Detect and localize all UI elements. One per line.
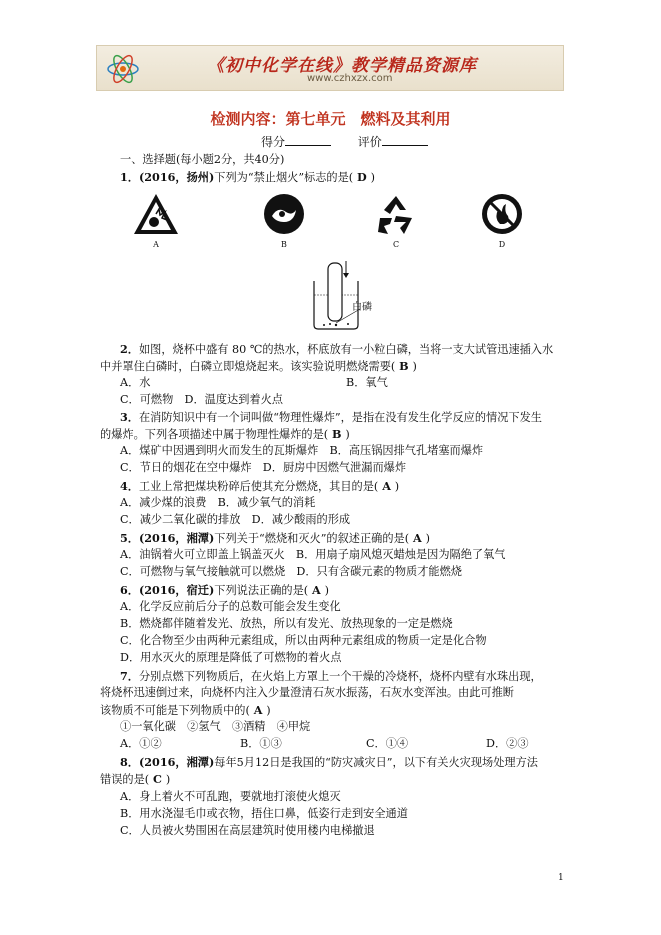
q7-option-d: D．②③ (486, 737, 529, 750)
q5-option-cd: C．可燃物与氧气接触就可以燃烧 D．只有含碳元素的物质才能燃烧 (120, 565, 462, 578)
q8-num: 8． (120, 755, 139, 769)
q5-end: ) (425, 532, 430, 545)
header-banner (96, 45, 564, 91)
sign-a-label: A (153, 240, 159, 249)
sign-b (260, 192, 308, 252)
eval-label: 评价 (357, 135, 382, 149)
q5-source: (2016，湘潭) (138, 531, 215, 545)
page-number: 1 (558, 873, 564, 883)
q7-line3: 该物质不可能是下列物质中的( (100, 704, 250, 717)
q8-end: ) (165, 773, 171, 786)
question-1 (120, 170, 375, 185)
question-8-line-2 (100, 772, 170, 787)
q2-option-cd: C．可燃物 D．温度达到着火点 (120, 393, 283, 406)
q6-source: (2016，宿迁) (138, 583, 215, 597)
question-4 (120, 479, 399, 494)
q8-line2: 错误的是( (100, 773, 150, 786)
q5-answer: A (409, 531, 426, 545)
q3-end: ) (345, 428, 350, 441)
apparatus-label: 白磷 (352, 302, 372, 313)
q2-answer: B (395, 359, 413, 373)
q4-end: ) (394, 480, 400, 493)
q6-option-a: A．化学反应前后分子的总数可能会发生变化 (120, 600, 341, 613)
q5-num: 5． (120, 531, 139, 545)
q6-option-d: D．用水灭火的原理是降低了可燃物的着火点 (120, 651, 342, 664)
banner-title: 《初中化学在线》教学精品资源库 (207, 56, 477, 76)
q2-num: 2． (120, 342, 139, 356)
q6-num: 6． (120, 583, 139, 597)
q1-answer: D (353, 170, 371, 184)
q8-option-b: B．用水浇湿毛巾或衣物，捂住口鼻，低姿行走到安全通道 (120, 807, 408, 820)
q8-option-a: A．身上着火不可乱跑，要就地打滚使火熄灭 (120, 790, 341, 803)
question-7-line-1 (120, 669, 542, 684)
q4-stem: 工业上常把煤块粉碎后使其充分燃烧，其目的是( (138, 480, 379, 493)
q1-end: ) (370, 171, 376, 184)
q3-num: 3． (120, 410, 139, 424)
q6-stem: 下列说法正确的是( (214, 584, 309, 597)
q4-option-ab: A．减少煤的浪费 B．减少氧气的消耗 (120, 496, 316, 509)
question-2-line-1 (120, 342, 553, 357)
q3-option-cd: C．节日的烟花在空中爆炸 D．厨房中因燃气泄漏而爆炸 (120, 461, 407, 474)
q7-num: 7． (120, 669, 139, 683)
q3-answer: B (328, 427, 346, 441)
atom-logo-icon (103, 50, 143, 88)
q3-line1: 在消防知识中有一个词叫做“物理性爆炸”，是指在没有发生化学反应的情况下发生 (138, 411, 542, 424)
q3-option-ab: A．煤矿中因遇到明火而发生的瓦斯爆炸 B．高压锅因排气孔堵塞而爆炸 (120, 444, 484, 457)
q2-line2: 中并罩住白磷时，白磷立即熄烧起来。该实验说明燃烧需要( (100, 360, 396, 373)
question-3-line-1 (120, 410, 542, 425)
q1-num: 1． (120, 170, 139, 184)
q8-line1: 每年5月12日是我国的“防灾减灾日”，以下有关火灾现场处理方法 (214, 756, 538, 769)
question-7-line-3 (100, 703, 271, 718)
sign-d-label: D (498, 240, 506, 249)
sign-c-label: C (392, 240, 400, 249)
q1-source: (2016，扬州) (138, 170, 215, 184)
question-2-line-2 (100, 359, 417, 374)
q7-answer: A (249, 703, 267, 717)
recycle-icon (372, 192, 420, 238)
q2-option-b: B．氧气 (346, 376, 388, 389)
beaker-apparatus-diagram (310, 259, 380, 331)
page-title: 检测内容：第七单元 燃料及其利用 (210, 110, 451, 128)
q4-option-cd: C．减少二氧化碳的排放 D．减少酸雨的形成 (120, 513, 351, 526)
question-8-line-1 (120, 755, 538, 770)
sign-a (132, 192, 180, 252)
q6-option-b: B．燃烧都伴随着发光、放热，所以有发光、放热现象的一定是燃烧 (120, 617, 453, 630)
q5-stem: 下列关于“燃烧和灭火”的叙述正确的是( (214, 532, 410, 545)
q7-option-c: C．①④ (366, 737, 409, 750)
q6-end: ) (324, 584, 330, 597)
q5-option-ab: A．油锅着火可立即盖上锅盖灭火 B．用扇子扇风熄灭蜡烛是因为隔绝了氧气 (120, 548, 506, 561)
q8-source: (2016，湘潭) (138, 755, 215, 769)
sign-d (478, 192, 526, 252)
question-5 (120, 531, 430, 546)
explosive-warning-icon (132, 192, 180, 238)
q8-answer: C (149, 772, 166, 786)
q4-num: 4． (120, 479, 139, 493)
question-6 (120, 583, 329, 598)
sign-c (372, 192, 420, 252)
q7-end: ) (266, 704, 271, 717)
score-label: 得分 (261, 135, 286, 149)
q7-items: ①一氧化碳 ②氢气 ③酒精 ④甲烷 (120, 720, 311, 733)
section-heading: 一、选择题(每小题2分，共40分) (120, 153, 285, 166)
q1-stem: 下列为“禁止烟火”标志的是( (214, 171, 354, 184)
q4-answer: A (378, 479, 395, 493)
q2-end: ) (412, 360, 417, 373)
q7-option-b: B．①③ (240, 737, 282, 750)
q6-option-c: C．化合物至少由两种元素组成，所以由两种元素组成的物质一定是化合物 (120, 634, 487, 647)
question-7-line-2: 将烧杯迅速倒过来，向烧杯内注入少量澄清石灰水振荡，石灰水变浑浊。由此可推断 (100, 686, 514, 699)
score-line (261, 133, 428, 150)
score-blank (285, 134, 331, 146)
q6-answer: A (308, 583, 325, 597)
banner-url: www.czhxzx.com (307, 73, 393, 84)
sign-b-label: B (281, 240, 287, 249)
q3-line2: 的爆炸。下列各项描述中属于物理性爆炸的是( (100, 428, 329, 441)
water-saving-icon (260, 192, 308, 238)
q7-line1: 分别点燃下列物质后，在火焰上方罩上一个干燥的冷烧杯，烧杯内壁有水珠出现， (138, 670, 542, 683)
eval-blank (382, 134, 428, 146)
q2-option-a: A．水 (120, 376, 151, 389)
q2-line1: 如图，烧杯中盛有 80 ℃的热水，杯底放有一小粒白磷，当将一支大试管迅速插入水 (138, 343, 554, 356)
q7-option-a: A．①② (120, 737, 162, 750)
sign-options (132, 192, 532, 252)
q8-option-c: C．人员被火势围困在高层建筑时使用楼内电梯撤退 (120, 824, 375, 837)
no-fire-icon (478, 192, 526, 238)
question-3-line-2 (100, 427, 350, 442)
